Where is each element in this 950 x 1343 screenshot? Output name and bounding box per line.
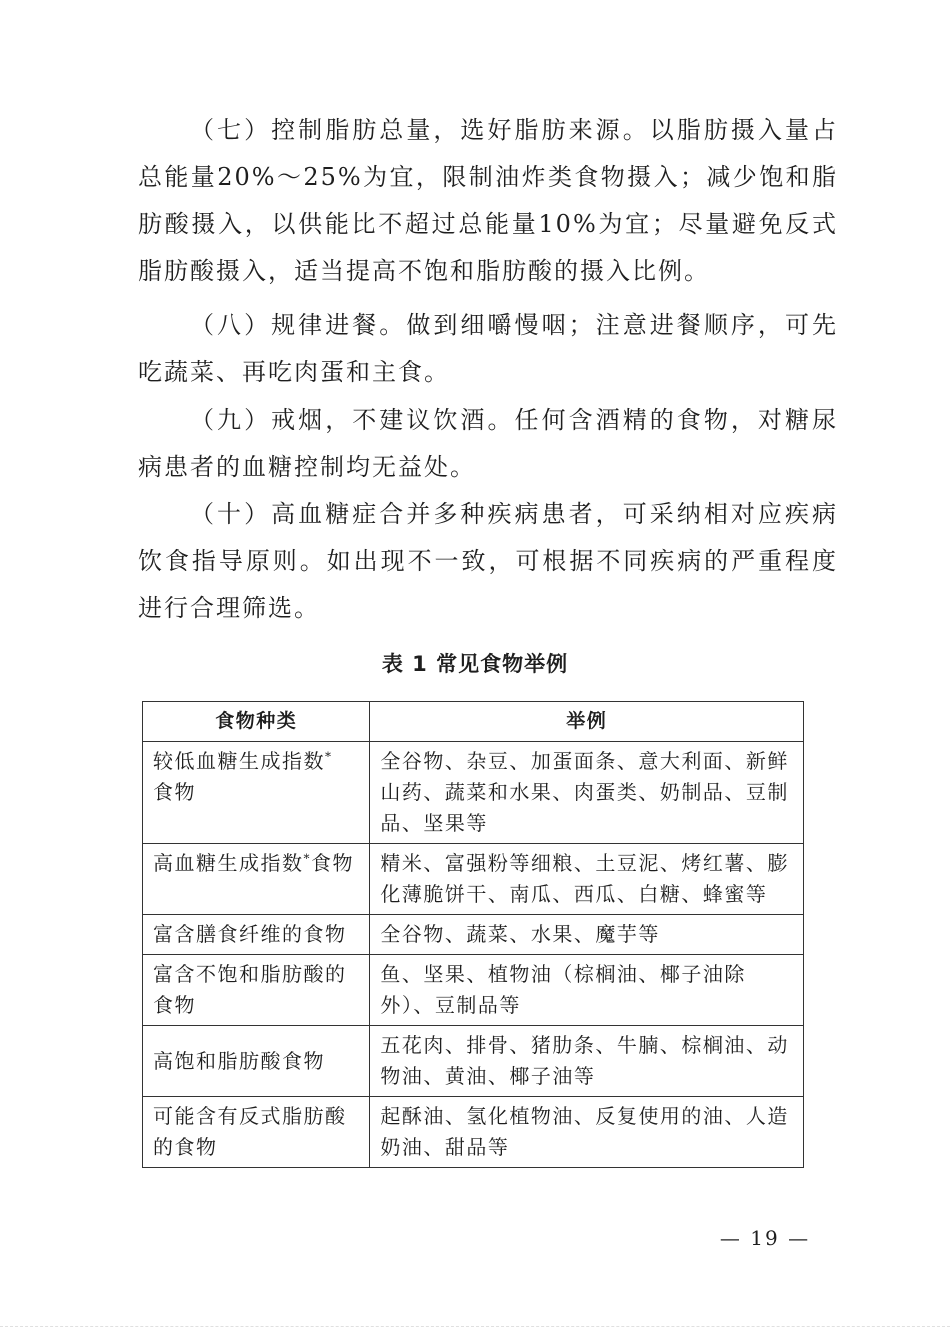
asterisk-mark: * [303, 851, 311, 866]
table-header-row [143, 702, 804, 742]
row-examples-high-gi: 精米、富强粉等细粮、土豆泥、烤红薯、膨化薄脆饼干、南瓜、西瓜、白糖、蜂蜜等 [370, 844, 804, 915]
page-number: — 19 — [719, 1226, 811, 1250]
row-examples-unsaturated-fat: 鱼、坚果、植物油（棕榈油、椰子油除外）、豆制品等 [370, 955, 804, 1026]
table-row [143, 955, 804, 1026]
row-examples-low-gi: 全谷物、杂豆、加蛋面条、意大利面、新鲜山药、蔬菜和水果、肉蛋类、奶制品、豆制品、坚果等 [370, 742, 804, 844]
paragraph-regular-meals: （八）规律进餐。做到细嚼慢咽；注意进餐顺序，可先吃蔬菜、再吃肉蛋和主食。 [138, 311, 838, 386]
paragraph-comorbidity-diet: （十）高血糖症合并多种疾病患者，可采纳相对应疾病饮食指导原则。如出现不一致，可根据不同疾病的严重程度进行合理筛选。 [138, 500, 838, 622]
row-category-trans-fat: 可能含有反式脂肪酸的食物 [143, 1097, 370, 1168]
category-text: 较低血糖生成指数 [153, 749, 325, 773]
row-category-saturated-fat: 高饱和脂肪酸食物 [143, 1026, 370, 1097]
table-row [143, 742, 804, 844]
paragraph-no-smoking-drinking: （九）戒烟，不建议饮酒。任何含酒精的食物，对糖尿病患者的血糖控制均无益处。 [138, 406, 838, 481]
scan-edge-divider [0, 1326, 950, 1327]
row-category-low-gi [143, 742, 370, 844]
row-category-fiber: 富含膳食纤维的食物 [143, 915, 370, 955]
table-title: 表 1 常见食物举例 [381, 652, 569, 676]
food-examples-table [142, 701, 804, 1168]
row-category-high-gi [143, 844, 370, 915]
row-category-unsaturated-fat: 富含不饱和脂肪酸的食物 [143, 955, 370, 1026]
paragraph-fat-control: （七）控制脂肪总量，选好脂肪来源。以脂肪摄入量占总能量20%～25%为宜，限制油炸类食物摄入；减少饱和脂肪酸摄入，以供能比不超过总能量10%为宜；尽量避免反式脂肪酸摄入，适当提高不饱和脂肪酸的摄入比例。 [138, 116, 838, 285]
row-examples-trans-fat: 起酥油、氢化植物油、反复使用的油、人造奶油、甜品等 [370, 1097, 804, 1168]
table-row [143, 1097, 804, 1168]
category-text-tail: 食物 [311, 851, 354, 875]
table-row [143, 915, 804, 955]
category-text: 高血糖生成指数 [153, 851, 304, 875]
row-examples-saturated-fat: 五花肉、排骨、猪肋条、牛腩、棕榈油、动物油、黄油、椰子油等 [370, 1026, 804, 1097]
row-examples-fiber: 全谷物、蔬菜、水果、魔芋等 [370, 915, 804, 955]
header-examples: 举例 [370, 702, 804, 742]
asterisk-mark: * [325, 749, 333, 764]
header-food-category: 食物种类 [143, 702, 370, 742]
category-text-tail: 食物 [153, 780, 196, 804]
table-row [143, 1026, 804, 1097]
table-row [143, 844, 804, 915]
